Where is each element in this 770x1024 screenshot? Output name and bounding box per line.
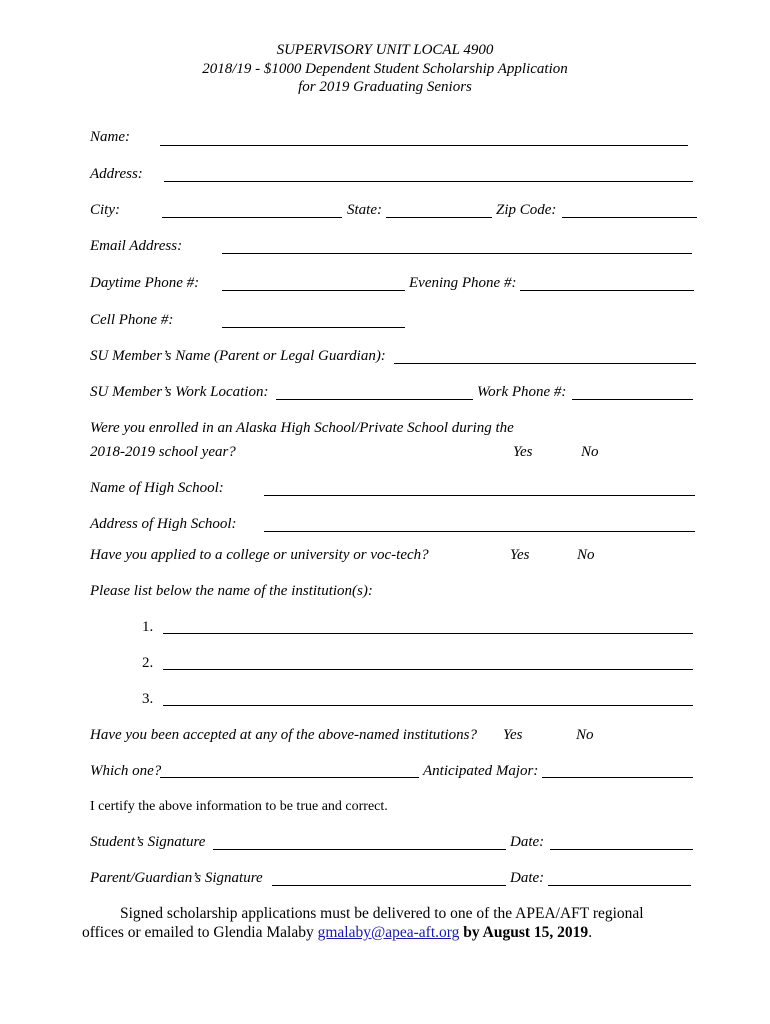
institution-2-field[interactable] (163, 669, 693, 670)
name-field[interactable] (160, 145, 688, 146)
high-school-name-label: Name of High School: (90, 480, 224, 496)
parent-signature-label: Parent/Guardian’s Signature (90, 870, 263, 886)
anticipated-major-label: Anticipated Major: (423, 763, 539, 779)
cell-phone-label: Cell Phone #: (90, 312, 174, 328)
footer-instructions-line-2 (82, 923, 592, 943)
footer-instructions-text: offices or emailed to Glendia Malaby (82, 924, 314, 941)
parent-signature-field[interactable] (272, 885, 506, 886)
institution-3-field[interactable] (163, 705, 693, 706)
institution-1-field[interactable] (163, 633, 693, 634)
form-header-line-2: 2018/19 - $1000 Dependent Student Scholarship Application (202, 61, 568, 77)
institution-2-number: 2. (142, 655, 154, 671)
contact-email-link[interactable]: gmalaby@apea-aft.org (317, 924, 460, 941)
student-signature-field[interactable] (213, 849, 506, 850)
which-one-field[interactable] (160, 777, 419, 778)
accepted-question: Have you been accepted at any of the above-named institutions? (90, 727, 477, 743)
enrolled-question-line-1: Were you enrolled in an Alaska High School/Private School during the (90, 420, 514, 436)
zip-label: Zip Code: (496, 202, 557, 218)
anticipated-major-field[interactable] (542, 777, 693, 778)
high-school-address-label: Address of High School: (90, 516, 237, 532)
form-header-line-3: for 2019 Graduating Seniors (298, 79, 472, 95)
student-date-label: Date: (510, 834, 545, 850)
deadline-text: by August 15, 2019 (463, 924, 589, 941)
parent-date-label: Date: (510, 870, 545, 886)
form-header-line-1: SUPERVISORY UNIT LOCAL 4900 (276, 42, 494, 58)
high-school-address-field[interactable] (264, 531, 695, 532)
enrolled-no-option[interactable]: No (581, 444, 599, 460)
applied-no-option[interactable]: No (577, 547, 595, 563)
accepted-no-option[interactable]: No (576, 727, 594, 743)
daytime-phone-label: Daytime Phone #: (90, 275, 200, 291)
su-member-name-field[interactable] (394, 363, 696, 364)
student-signature-label: Student’s Signature (90, 834, 206, 850)
certification-statement: I certify the above information to be true and correct. (90, 799, 388, 814)
evening-phone-field[interactable] (520, 290, 694, 291)
email-label: Email Address: (90, 238, 183, 254)
which-one-label: Which one? (90, 763, 162, 779)
su-work-location-field[interactable] (276, 399, 473, 400)
email-field[interactable] (222, 253, 692, 254)
footer-instructions-line-1: Signed scholarship applications must be delivered to one of the APEA/AFT regional (120, 905, 644, 922)
parent-date-field[interactable] (548, 885, 691, 886)
address-field[interactable] (164, 181, 693, 182)
institution-3-number: 3. (142, 691, 154, 707)
high-school-name-field[interactable] (264, 495, 695, 496)
applied-yes-option[interactable]: Yes (510, 547, 530, 563)
su-work-location-label: SU Member’s Work Location: (90, 384, 269, 400)
city-field[interactable] (162, 217, 342, 218)
daytime-phone-field[interactable] (222, 290, 405, 291)
city-label: City: (90, 202, 120, 218)
institutions-instructions: Please list below the name of the institution(s): (90, 583, 373, 599)
evening-phone-label: Evening Phone #: (409, 275, 517, 291)
work-phone-field[interactable] (572, 399, 693, 400)
accepted-yes-option[interactable]: Yes (503, 727, 523, 743)
state-label: State: (347, 202, 382, 218)
su-member-name-label: SU Member’s Name (Parent or Legal Guardian): (90, 348, 386, 364)
state-field[interactable] (386, 217, 492, 218)
applied-question: Have you applied to a college or university or voc-tech? (90, 547, 429, 563)
cell-phone-field[interactable] (222, 327, 405, 328)
zip-field[interactable] (562, 217, 697, 218)
address-label: Address: (90, 166, 143, 182)
enrolled-question-line-2: 2018-2019 school year? (90, 444, 236, 460)
enrolled-yes-option[interactable]: Yes (513, 444, 533, 460)
work-phone-label: Work Phone #: (477, 384, 567, 400)
student-date-field[interactable] (550, 849, 693, 850)
institution-1-number: 1. (142, 619, 154, 635)
name-label: Name: (90, 129, 130, 145)
footer-period: . (588, 924, 593, 941)
